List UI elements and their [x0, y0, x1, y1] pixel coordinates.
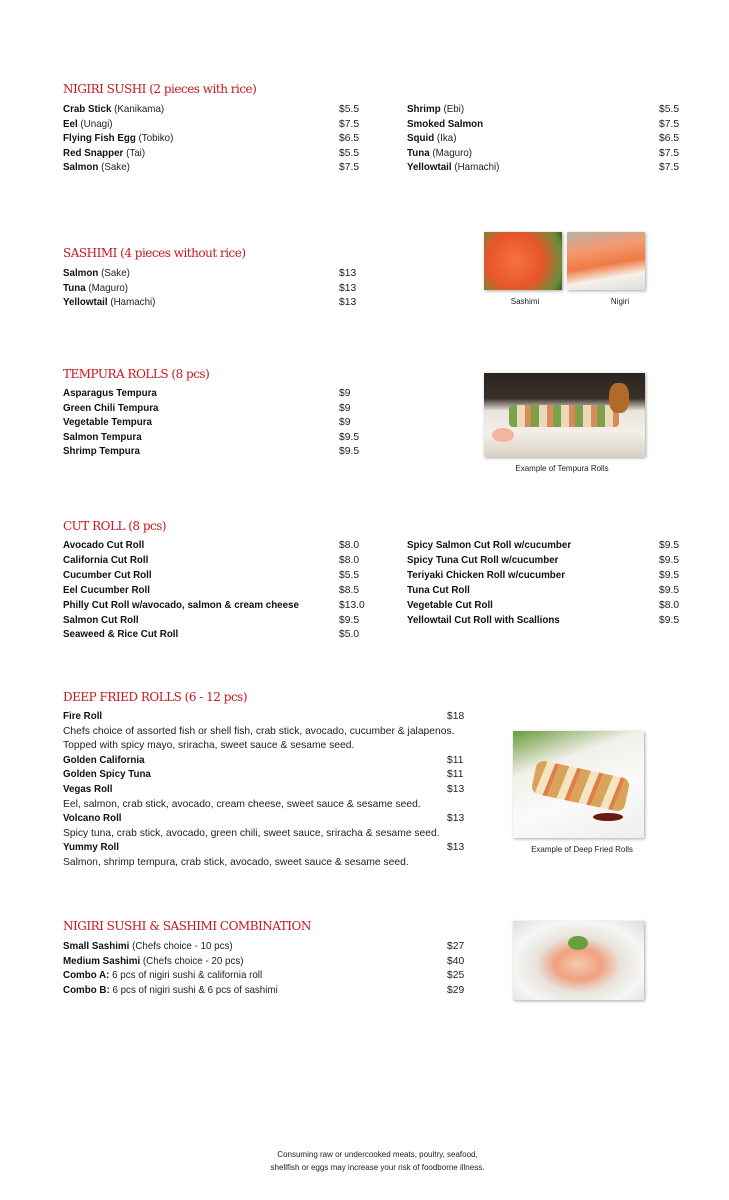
- menu-item-name: [63, 103, 164, 116]
- item-note: (Maguro): [432, 147, 473, 159]
- menu-item-name: [63, 296, 155, 309]
- item-price: $8.5: [339, 584, 360, 596]
- item-description: Topped with spicy mayo, sriracha, sweet sauce & sesame seed.: [63, 740, 355, 752]
- item-price: $9.5: [659, 554, 680, 566]
- item-name: Vegas Roll: [63, 784, 113, 795]
- item-price: $25: [447, 970, 465, 982]
- item-name: Yellowtail Cut Roll with Scallions: [407, 614, 560, 626]
- menu-item-name: [63, 118, 113, 131]
- item-description: Spicy tuna, crab stick, avocado, green chili, sweet sauce, sriracha & sesame seed.: [63, 827, 440, 839]
- menu-item-name: [407, 147, 472, 160]
- item-price: $9: [339, 417, 351, 429]
- item-name: Smoked Salmon: [407, 118, 484, 130]
- item-name: Cucumber Cut Roll: [63, 569, 152, 581]
- menu-item-name: [63, 628, 178, 641]
- item-name: Asparagus Tempura: [63, 388, 157, 399]
- item-note: (Chefs choice - 10 pcs): [132, 941, 233, 952]
- item-note: (Tobiko): [138, 133, 174, 145]
- item-price: $9.5: [659, 569, 680, 581]
- item-price: $5.5: [659, 104, 680, 115]
- tempura-caption: Example of Tempura Rolls: [515, 464, 609, 473]
- item-name: Combo B:: [63, 984, 110, 996]
- item-name: Teriyaki Chicken Roll w/cucumber: [407, 569, 566, 581]
- tempura-heading: TEMPURA ROLLS (8 pcs): [63, 367, 210, 381]
- item-price: $7.5: [659, 118, 680, 130]
- menu-item-name: [63, 940, 233, 953]
- menu-item-name: [407, 569, 565, 582]
- item-note: 6 pcs of nigiri sushi & california roll: [112, 970, 263, 982]
- item-price: $5.5: [339, 569, 360, 581]
- nigiri-heading: NIGIRI SUSHI (2 pieces with rice): [63, 82, 257, 96]
- item-price: $7.5: [659, 147, 680, 159]
- item-name: Golden California: [63, 754, 145, 766]
- item-price: $9.5: [339, 446, 360, 458]
- nigiri-photo: [567, 232, 645, 290]
- item-price: $11: [447, 769, 464, 781]
- item-price: $9.5: [659, 614, 680, 626]
- menu-item-name: [407, 103, 464, 116]
- item-price: $9.5: [339, 614, 360, 626]
- item-name: Vegetable Cut Roll: [407, 599, 493, 611]
- item-name: Salmon Cut Roll: [63, 614, 139, 626]
- item-name: Tuna Cut Roll: [407, 584, 470, 596]
- nigiri-caption: Nigiri: [610, 297, 630, 306]
- item-price: $5.5: [339, 104, 360, 115]
- deep-fried-rolls-photo: [513, 731, 644, 838]
- item-name: Philly Cut Roll w/avocado, salmon & cream cheese: [63, 599, 299, 611]
- menu-item-name: [63, 554, 148, 567]
- item-name: Green Chili Tempura: [63, 402, 159, 414]
- item-price: $8.0: [659, 599, 680, 611]
- menu-item-name: [63, 267, 130, 280]
- menu-item-name: [407, 539, 571, 552]
- item-name: Yellowtail: [63, 297, 108, 309]
- item-note: 6 pcs of nigiri sushi & 6 pcs of sashimi: [112, 984, 278, 996]
- item-name: Medium Sashimi: [63, 955, 141, 967]
- item-note: (Tai): [126, 147, 146, 159]
- item-price: $11: [447, 754, 464, 766]
- item-price: $8.0: [339, 554, 360, 566]
- menu-item-name: [63, 161, 130, 174]
- item-description: Salmon, shrimp tempura, crab stick, avocado, sweet sauce & sesame seed.: [63, 857, 409, 868]
- item-name: Combo A:: [63, 970, 110, 982]
- item-price: $13: [447, 813, 465, 825]
- menu-item-name: [63, 599, 299, 612]
- item-note: (Chefs choice - 20 pcs): [142, 955, 244, 967]
- item-note: (Sake): [101, 162, 130, 174]
- menu-item-name: [63, 984, 278, 997]
- item-note: (Maguro): [88, 282, 129, 294]
- cut-heading: CUT ROLL (8 pcs): [63, 519, 167, 533]
- menu-item-name: [63, 841, 119, 854]
- item-price: $9: [339, 388, 351, 399]
- item-name: Shrimp: [407, 104, 441, 115]
- deep-fried-caption: Example of Deep Fried Rolls: [531, 845, 633, 854]
- item-note: (Hamachi): [454, 162, 500, 174]
- item-name: Shrimp Tempura: [63, 446, 141, 458]
- item-name: Volcano Roll: [63, 813, 122, 825]
- menu-item-name: [407, 161, 499, 174]
- menu-item-name: [407, 118, 483, 131]
- menu-item-name: [63, 387, 157, 400]
- item-price: $13.0: [339, 599, 365, 611]
- sashimi-heading: SASHIMI (4 pieces without rice): [63, 246, 246, 260]
- item-price: $27: [447, 941, 465, 952]
- menu-item-name: [63, 147, 145, 160]
- sashimi-caption: Sashimi: [510, 297, 540, 306]
- item-name: Small Sashimi: [63, 941, 130, 952]
- item-name: Salmon: [63, 162, 99, 174]
- item-description: Eel, salmon, crab stick, avocado, cream cheese, sweet sauce & sesame seed.: [63, 798, 421, 810]
- menu-item-name: [407, 554, 558, 567]
- item-name: Yummy Roll: [63, 842, 119, 854]
- item-name: Fire Roll: [63, 711, 103, 722]
- item-price: $13: [339, 297, 357, 309]
- deepfried-heading: DEEP FRIED ROLLS (6 - 12 pcs): [63, 690, 247, 704]
- item-name: Flying Fish Egg: [63, 133, 136, 145]
- item-price: $8.0: [339, 540, 360, 551]
- sashimi-photo: [484, 232, 562, 290]
- item-price: $7.5: [659, 162, 680, 174]
- item-name: Red Snapper: [63, 147, 124, 159]
- item-note: (Ika): [436, 133, 457, 145]
- item-name: Crab Stick: [63, 104, 112, 115]
- item-price: $13: [447, 842, 465, 854]
- item-name: Vegetable Tempura: [63, 417, 152, 429]
- menu-item-name: [63, 445, 140, 458]
- item-name: Spicy Salmon Cut Roll w/cucumber: [407, 540, 572, 551]
- item-price: $5.5: [339, 147, 360, 159]
- combination-photo: [513, 921, 644, 1000]
- tempura-rolls-photo: [484, 373, 645, 457]
- menu-item-name: [63, 969, 262, 982]
- menu-item-name: [407, 614, 560, 627]
- item-price: $29: [447, 984, 465, 996]
- menu-item-name: [63, 569, 152, 582]
- item-price: $13: [339, 282, 357, 294]
- item-note: (Unagi): [80, 118, 113, 130]
- menu-item-name: [63, 812, 122, 825]
- item-name: Seaweed & Rice Cut Roll: [63, 629, 179, 641]
- item-price: $13: [447, 784, 465, 795]
- item-name: Tuna: [407, 147, 430, 159]
- item-price: $6.5: [339, 133, 360, 145]
- food-safety-notice-line-1: Consuming raw or undercooked meats, poultry, seafood,: [277, 1150, 478, 1159]
- item-note: (Hamachi): [110, 297, 156, 309]
- item-name: California Cut Roll: [63, 554, 149, 566]
- menu-item-name: [63, 584, 150, 597]
- item-note: (Kanikama): [114, 104, 165, 115]
- item-name: Salmon Tempura: [63, 431, 142, 443]
- item-description: Chefs choice of assorted fish or shell fish, crab stick, avocado, cucumber & jalapenos.: [63, 725, 455, 737]
- menu-item-name: [407, 599, 493, 612]
- food-safety-notice-line-2: shellfish or eggs may increase your risk of foodborne illness.: [270, 1163, 485, 1172]
- item-name: Golden Spicy Tuna: [63, 769, 151, 781]
- item-price: $9: [339, 402, 351, 414]
- item-name: Squid: [407, 133, 435, 145]
- item-price: $9.5: [659, 584, 680, 596]
- item-price: $7.5: [339, 118, 360, 130]
- menu-item-name: [63, 955, 244, 968]
- menu-item-name: [63, 768, 151, 781]
- item-price: $7.5: [339, 162, 360, 174]
- item-price: $9.5: [339, 431, 360, 443]
- menu-item-name: [407, 132, 456, 145]
- menu-item-name: [63, 783, 112, 796]
- item-note: (Ebi): [443, 104, 465, 115]
- item-name: Avocado Cut Roll: [63, 540, 145, 551]
- item-name: Spicy Tuna Cut Roll w/cucumber: [407, 554, 559, 566]
- menu-item-name: [407, 584, 470, 597]
- item-note: (Sake): [101, 268, 130, 279]
- item-name: Eel: [63, 118, 78, 130]
- item-name: Tuna: [63, 282, 86, 294]
- menu-item-name: [63, 132, 173, 145]
- item-price: $18: [447, 711, 465, 722]
- menu-item-name: [63, 539, 144, 552]
- item-price: $5.0: [339, 629, 360, 641]
- item-name: Salmon: [63, 268, 99, 279]
- menu-item-name: [63, 710, 102, 723]
- item-price: $13: [339, 268, 357, 279]
- item-price: $6.5: [659, 133, 680, 145]
- menu-item-name: [63, 614, 139, 627]
- menu-item-name: [63, 402, 158, 415]
- item-name: Eel Cucumber Roll: [63, 584, 150, 596]
- menu-item-name: [63, 416, 152, 429]
- menu-item-name: [63, 431, 142, 444]
- menu-item-name: [63, 754, 145, 767]
- item-name: Yellowtail: [407, 162, 452, 174]
- combo-heading: NIGIRI SUSHI & SASHIMI COMBINATION: [63, 919, 311, 933]
- item-price: $40: [447, 955, 465, 967]
- menu-item-name: [63, 282, 128, 295]
- item-price: $9.5: [659, 540, 680, 551]
